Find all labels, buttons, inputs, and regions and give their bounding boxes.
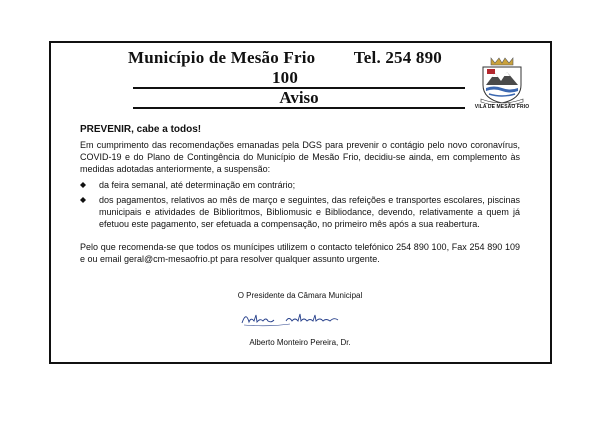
- signatory-name: Alberto Monteiro Pereira, Dr.: [249, 338, 351, 347]
- list-item: [80, 179, 520, 191]
- notice-title: Aviso: [133, 87, 465, 109]
- signatory-title: O Presidente da Câmara Municipal: [237, 291, 363, 300]
- suspension-list: [80, 179, 520, 230]
- bullet-diamond-icon: [80, 197, 86, 203]
- list-item-text: da feira semanal, até determinação em contrário;: [99, 180, 296, 190]
- list-item: [80, 194, 520, 230]
- phone-number: Tel. 254 890 100: [271, 48, 442, 87]
- notice-body: [80, 124, 520, 265]
- handwritten-signature: [238, 309, 350, 329]
- municipality-name: Município de Mesão Frio: [128, 48, 316, 67]
- lead-heading: PREVENIR, cabe a todos!: [80, 124, 202, 135]
- municipal-crest-icon: [479, 55, 525, 105]
- header-line: [120, 48, 450, 88]
- intro-paragraph: Em cumprimento das recomendações emanadas pela DGS para prevenir o contágio pelo novo coronavírus, COVID-19 e do Plano de Contingência do Município de Mesão Frio, decidiu-se ainda, em complemento às medidas adotadas anteriormente, a suspensão:: [80, 140, 520, 174]
- closing-paragraph: Pelo que recomenda-se que todos os munícipes utilizem o contacto telefónico 254 890 100, Fax 254 890 109 e ou email geral@cm-mesaofrio.pt para resolver qualquer assunto urgente.: [80, 242, 520, 264]
- bullet-diamond-icon: [80, 182, 86, 188]
- crest-label: VILA DE MESÃO FRIO: [474, 104, 530, 110]
- list-item-text: dos pagamentos, relativos ao mês de março e seguintes, das refeições e transportes escolares, piscinas municipais e atividades de Biblioritmos, Bibliomusic e Bibliodance, devendo, relativamente a quem já efetuou este pagamento, ser efetuada a compensação, no primeiro mês após a sua reabertura.: [99, 195, 520, 229]
